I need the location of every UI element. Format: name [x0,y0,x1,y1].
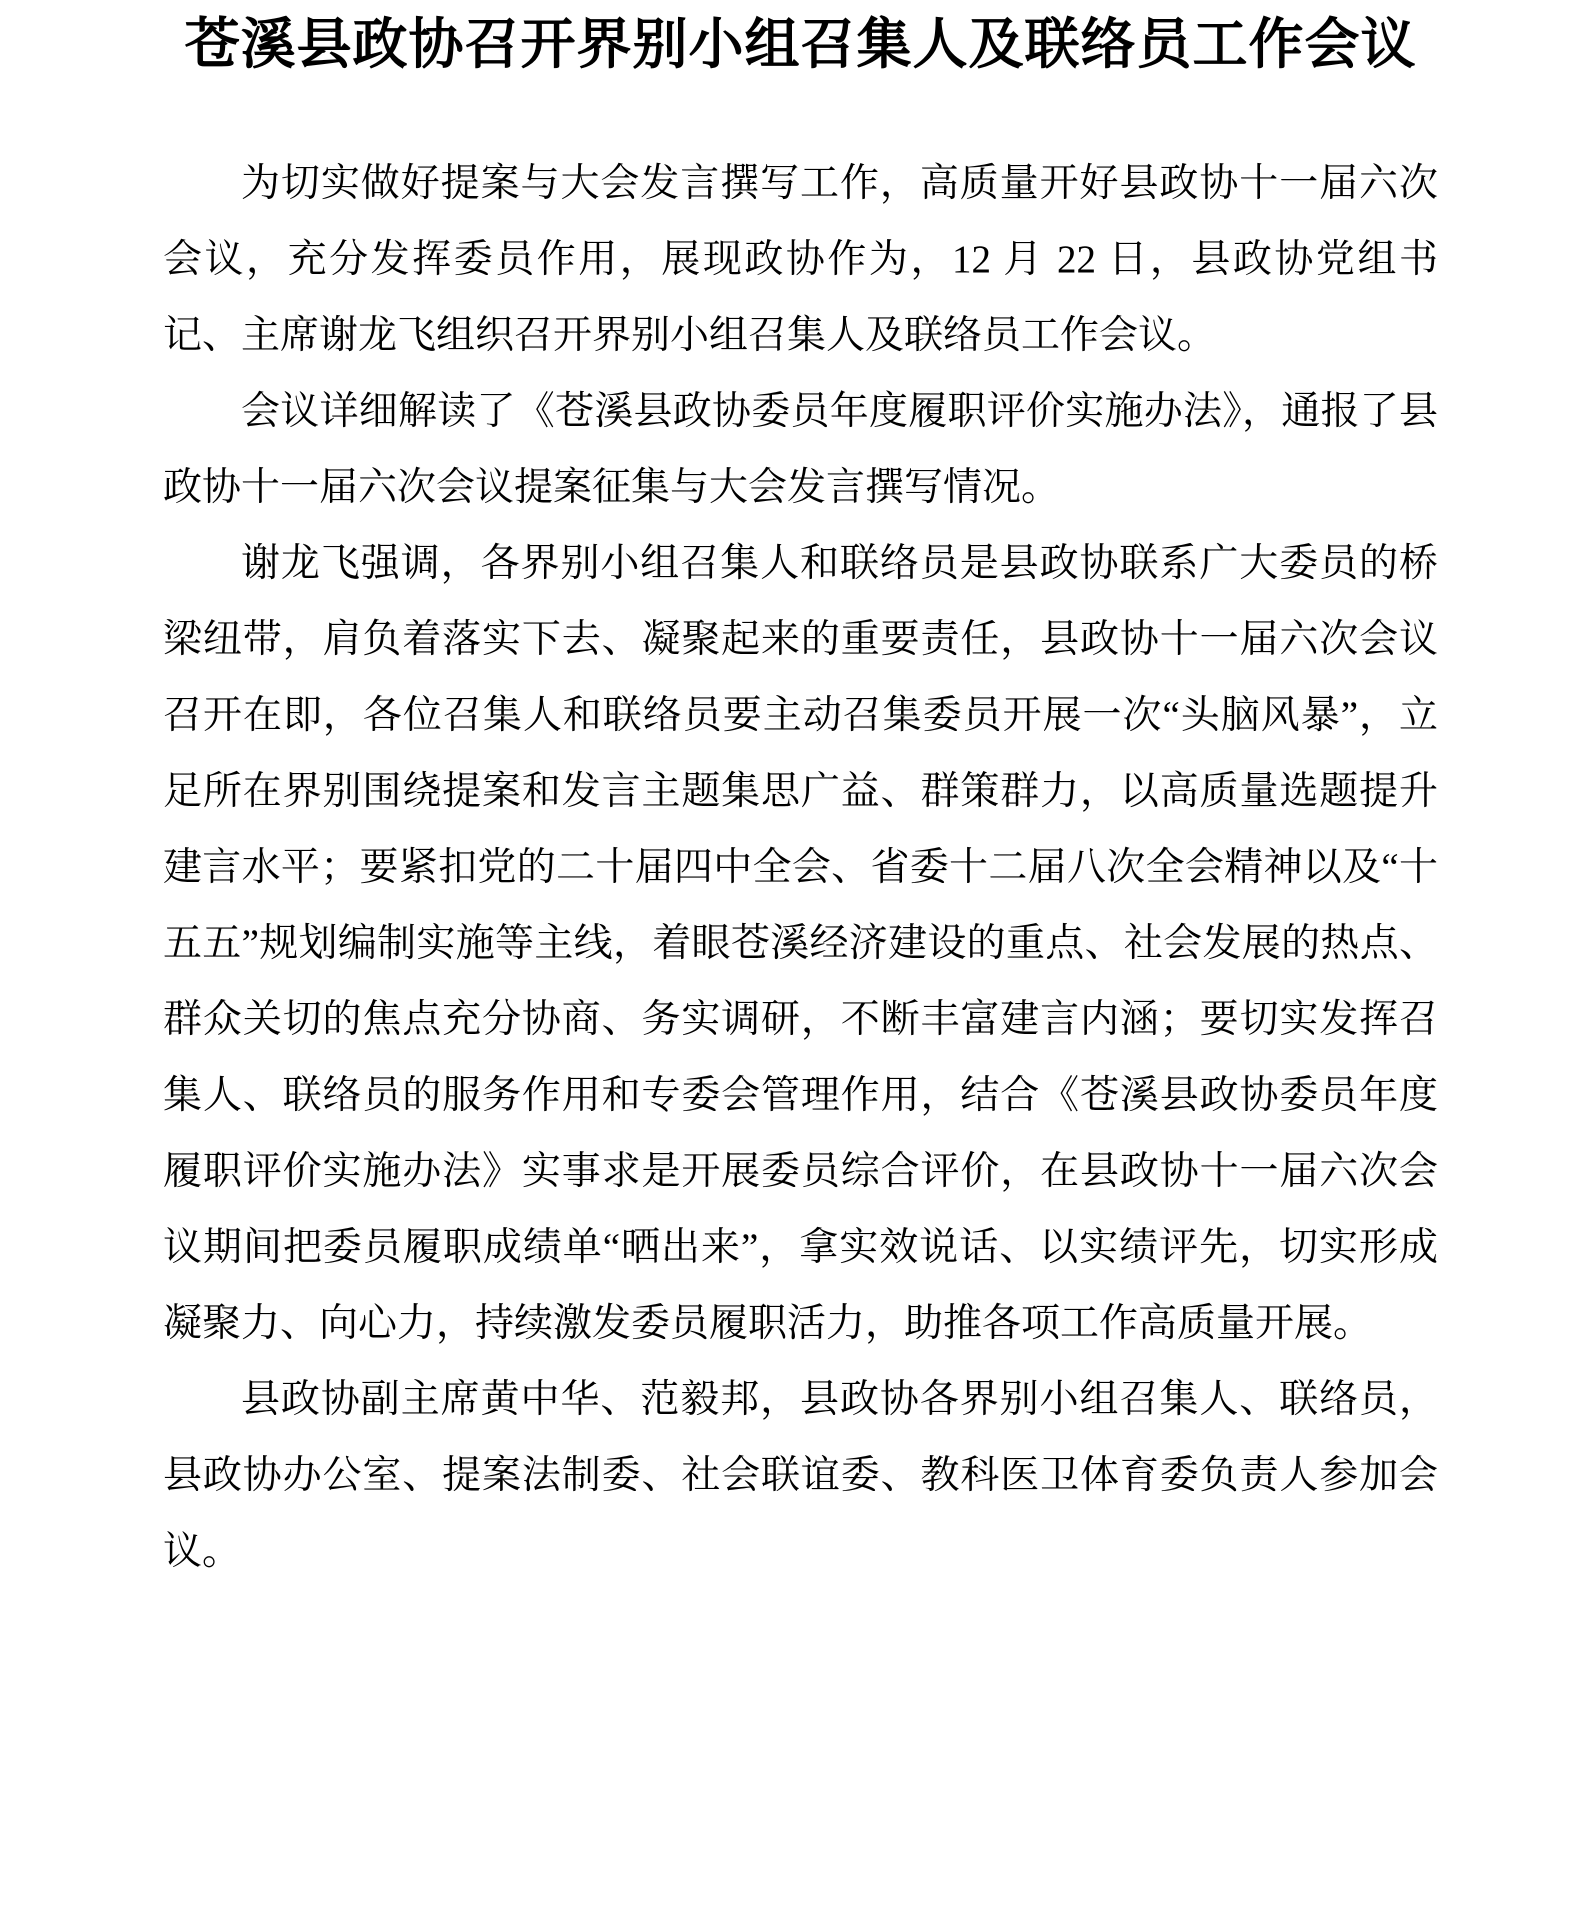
paragraph: 谢龙飞强调，各界别小组召集人和联络员是县政协联系广大委员的桥梁纽带，肩负着落实下去、凝聚起来的重要责任，县政协十一届六次会议召开在即，各位召集人和联络员要主动召集委员开展一次“头脑风暴”，立足所在界别围绕提案和发言主题集思广益、群策群力，以高质量选题提升建言水平；要紧扣党的二十届四中全会、省委十二届八次全会精神以及“十五五”规划编制实施等主线，着眼苍溪经济建设的重点、社会发展的热点、群众关切的焦点充分协商、务实调研，不断丰富建言内涵；要切实发挥召集人、联络员的服务作用和专委会管理作用，结合《苍溪县政协委员年度履职评价实施办法》实事求是开展委员综合评价，在县政协十一届六次会议期间把委员履职成绩单“晒出来”，拿实效说话、以实绩评先，切实形成凝聚力、向心力，持续激发委员履职活力，助推各项工作高质量开展。 [163,542,1438,1346]
document-page [163,0,1438,1590]
article-title: 苍溪县政协召开界别小组召集人及联络员工作会议 [184,14,1417,75]
paragraph: 为切实做好提案与大会发言撰写工作，高质量开好县政协十一届六次会议，充分发挥委员作用，展现政协作为，12 月 22 日，县政协党组书记、主席谢龙飞组织召开界别小组召集人及联络员工作会议。 [163,162,1438,358]
paragraph: 县政协副主席黄中华、范毅邦，县政协各界别小组召集人、联络员，县政协办公室、提案法制委、社会联谊委、教科医卫体育委负责人参加会议。 [163,1378,1438,1574]
article-body [163,146,1438,1590]
paragraph: 会议详细解读了《苍溪县政协委员年度履职评价实施办法》，通报了县政协十一届六次会议提案征集与大会发言撰写情况。 [163,390,1438,510]
